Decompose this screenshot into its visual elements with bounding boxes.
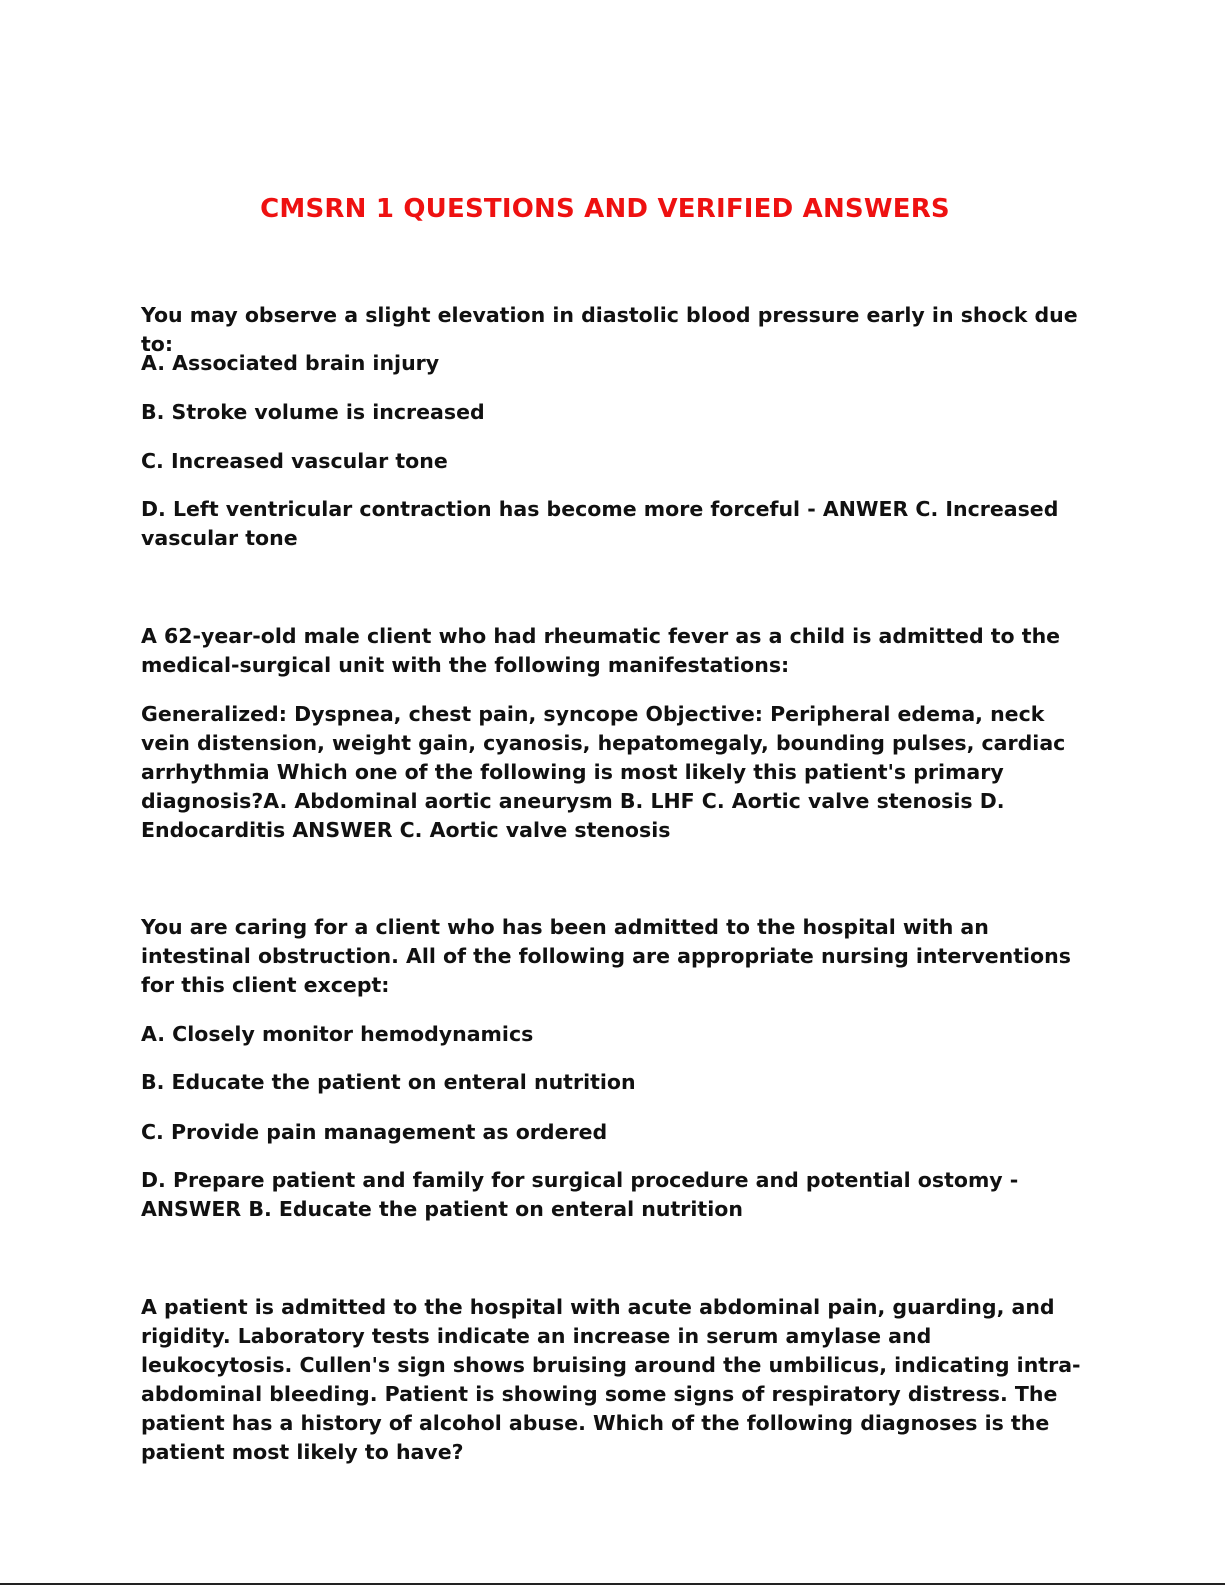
question-3-option-d-answer: D. Prepare patient and family for surgical procedure and potential ostomy - ANSWER B. Educate the patient on enteral nutrition <box>141 1168 1019 1221</box>
document-title: CMSRN 1 QUESTIONS AND VERIFIED ANSWERS <box>260 194 950 224</box>
question-3-stem: You are caring for a client who has been admitted to the hospital with an intestinal obstruction. All of the following are appropriate nursing interventions for this client except: <box>141 915 1071 997</box>
question-1-option-a: A. Associated brain injury <box>141 351 440 375</box>
question-1-option-c: C. Increased vascular tone <box>141 449 448 473</box>
question-1-option-d-answer: D. Left ventricular contraction has become more forceful - ANWER C. Increased vascular tone <box>141 497 1059 550</box>
question-3-option-b: B. Educate the patient on enteral nutrition <box>141 1070 636 1094</box>
question-1-option-b: B. Stroke volume is increased <box>141 400 485 424</box>
question-3-option-c: C. Provide pain management as ordered <box>141 1120 608 1144</box>
question-4-stem: A patient is admitted to the hospital with acute abdominal pain, guarding, and rigidity. Laboratory tests indicate an increase in serum amylase and leukocytosis. Cullen's sign shows bruising around the umbilicus, indicating intra-abdominal bleeding. Patient is showing some signs of respiratory distress. The patient has a history of alcohol abuse. Which of the following diagnoses is the patient most likely to have? <box>141 1295 1081 1464</box>
question-1-stem: You may observe a slight elevation in diastolic blood pressure early in shock due to: <box>141 303 1078 356</box>
question-2-body-answer: Generalized: Dyspnea, chest pain, syncope Objective: Peripheral edema, neck vein distension, weight gain, cyanosis, hepatomegaly, bounding pulses, cardiac arrhythmia Which one of the following is most likely this patient's primary diagnosis?A. Abdominal aortic aneurysm B. LHF C. Aortic valve stenosis D. Endocarditis ANSWER C. Aortic valve stenosis <box>141 702 1066 842</box>
question-2-stem: A 62-year-old male client who had rheumatic fever as a child is admitted to the medical-surgical unit with the following manifestations: <box>141 624 1061 677</box>
question-3-option-a: A. Closely monitor hemodynamics <box>141 1022 534 1046</box>
